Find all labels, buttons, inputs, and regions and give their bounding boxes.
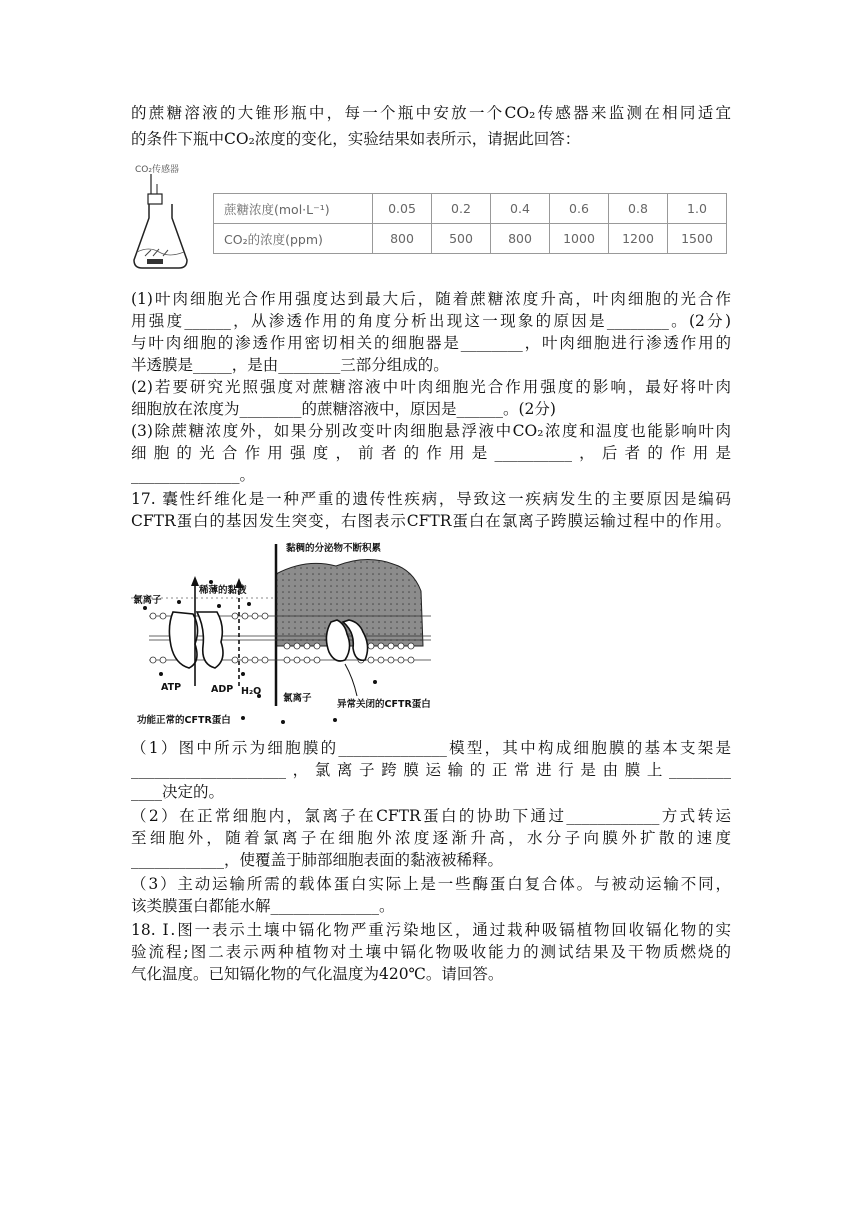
mucus-accumulation-label: 黏稠的分泌物不断积累 bbox=[286, 543, 382, 554]
q17-1-line-3: ____决定的。 bbox=[131, 783, 225, 801]
abnormal-cftr-caption: 异常关闭的CFTR蛋白 bbox=[337, 699, 431, 710]
table-cell: 0.4 bbox=[491, 194, 550, 224]
normal-cftr-caption: 功能正常的CFTR蛋白 bbox=[137, 715, 231, 726]
table-cell: 800 bbox=[373, 224, 432, 254]
table-header-co2: CO₂的浓度(ppm) bbox=[214, 224, 373, 254]
table-cell: 1200 bbox=[609, 224, 668, 254]
q17-3-line-1: （3）主动运输所需的载体蛋白实际上是一些酶蛋白复合体。与被动运输不同， bbox=[131, 875, 731, 893]
table-cell: 1500 bbox=[668, 224, 727, 254]
table-row bbox=[214, 224, 727, 254]
chloride-ion-label-right: 氯离子 bbox=[283, 693, 312, 704]
q18-line-3: 气化温度。已知镉化物的气化温度为420℃。请回答。 bbox=[131, 965, 504, 983]
table-header-sucrose: 蔗糖浓度(mol·L⁻¹) bbox=[214, 194, 373, 224]
thin-mucus-label: 稀薄的黏液 bbox=[199, 585, 247, 596]
table-cell: 0.8 bbox=[609, 194, 668, 224]
sensor-label: CO₂传感器 bbox=[135, 165, 179, 175]
intro-line-2: 的条件下瓶中CO₂浓度的变化，实验结果如表所示，请据此回答： bbox=[131, 130, 581, 148]
flask-illustration bbox=[131, 160, 206, 275]
q16-1-line-2: 用强度______，从渗透作用的角度分析出现这一现象的原因是________。(2分) bbox=[131, 312, 731, 330]
table-cell: 0.6 bbox=[550, 194, 609, 224]
q17-1-line-1: （1）图中所示为细胞膜的______________模型，其中构成细胞膜的基本支架是 bbox=[131, 739, 731, 757]
q16-1-line-4: 半透膜是_____，是由________三部分组成的。 bbox=[131, 356, 449, 374]
q16-3-line-1: (3)除蔗糖浓度外，如果分别改变叶肉细胞悬浮液中CO₂浓度和温度也能影响叶肉 bbox=[131, 422, 731, 440]
adp-label: ADP bbox=[211, 684, 234, 695]
table-cell: 0.2 bbox=[432, 194, 491, 224]
q17-2-line-2: 至细胞外，随着氯离子在细胞外浓度逐渐升高，水分子向膜外扩散的速度 bbox=[131, 829, 731, 847]
table-cell: 0.05 bbox=[373, 194, 432, 224]
water-label: H₂O bbox=[241, 686, 262, 697]
sucrose-co2-table bbox=[213, 193, 727, 254]
cftr-figure bbox=[131, 536, 451, 732]
q16-2-line-2: 细胞放在浓度为________的蔗糖溶液中，原因是______。(2分) bbox=[131, 400, 556, 418]
q16-1-line-3: 与叶肉细胞的渗透作用密切相关的细胞器是________，叶肉细胞进行渗透作用的 bbox=[131, 334, 731, 352]
chloride-ion-label-left: 氯离子 bbox=[133, 595, 162, 606]
intro-line-1: 的蔗糖溶液的大锥形瓶中，每一个瓶中安放一个CO₂传感器来监测在相同适宜 bbox=[131, 104, 731, 122]
q17-intro-line-1: 17. 囊性纤维化是一种严重的遗传性疾病，导致这一疾病发生的主要原因是编码 bbox=[131, 490, 731, 508]
figure-1 bbox=[131, 160, 731, 280]
q17-intro-line-2: CFTR蛋白的基因发生突变，右图表示CFTR蛋白在氯离子跨膜运输过程中的作用。 bbox=[131, 512, 731, 530]
q17-2-line-1: （2）在正常细胞内，氯离子在CFTR蛋白的协助下通过____________方式转运 bbox=[131, 807, 731, 825]
q16-3-line-3: ______________。 bbox=[131, 466, 256, 484]
q16-2-line-1: (2)若要研究光照强度对蔗糖溶液中叶肉细胞光合作用强度的影响，最好将叶肉 bbox=[131, 378, 731, 396]
table-cell: 800 bbox=[491, 224, 550, 254]
q17-2-line-3: ____________，使覆盖于肺部细胞表面的黏液被稀释。 bbox=[131, 851, 504, 869]
table-cell: 500 bbox=[432, 224, 491, 254]
q16-1-line-1: (1)叶肉细胞光合作用强度达到最大后，随着蔗糖浓度升高，叶肉细胞的光合作 bbox=[131, 290, 731, 308]
q18-line-1: 18. Ⅰ.图一表示土壤中镉化物严重污染地区，通过栽种吸镉植物回收镉化物的实 bbox=[131, 921, 731, 939]
atp-label: ATP bbox=[161, 682, 182, 693]
q17-3-line-2: 该类膜蛋白都能水解______________。 bbox=[131, 897, 395, 915]
q18-line-2: 验流程;图二表示两种植物对土壤中镉化物吸收能力的测试结果及干物质燃烧的 bbox=[131, 943, 731, 961]
flask-icon bbox=[131, 160, 206, 275]
table-cell: 1000 bbox=[550, 224, 609, 254]
table-cell: 1.0 bbox=[668, 194, 727, 224]
table-row bbox=[214, 194, 727, 224]
q16-3-line-2: 细胞的光合作用强度，前者的作用是__________，后者的作用是 bbox=[131, 444, 731, 462]
q17-1-line-2: ____________________，氯离子跨膜运输的正常进行是由膜上________ bbox=[131, 761, 731, 779]
